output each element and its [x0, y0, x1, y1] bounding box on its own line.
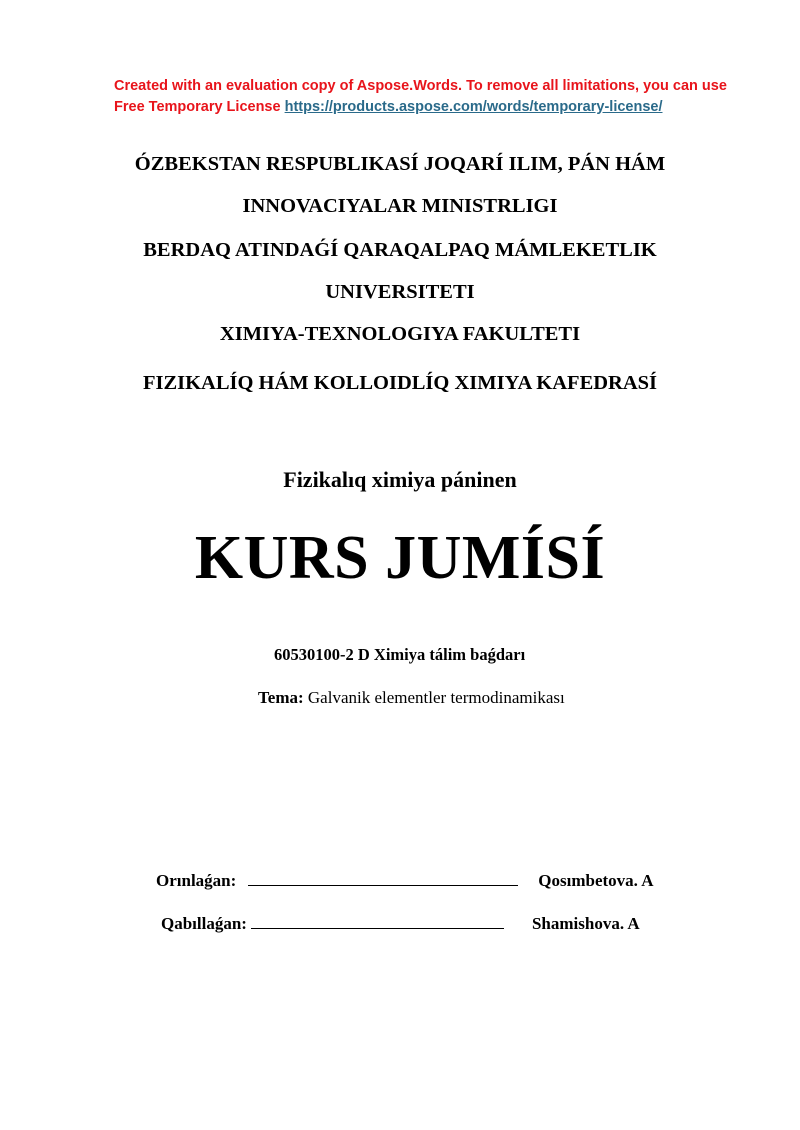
accepted-by-label: Qabıllaǵan: [161, 914, 247, 933]
accepted-signature-line [251, 911, 504, 929]
accepted-by-name: Shamishova. A [531, 914, 640, 933]
department-heading: FIZIKALÍQ HÁM KOLLOIDLÍQ XIMIYA KAFEDRASÍ [142, 372, 658, 394]
accepted-by-row [161, 911, 640, 936]
license-link[interactable]: https://products.aspose.com/words/temporary-license/ [284, 99, 663, 115]
university-heading: BERDAQ ATINDAǴÍ QARAQALPAQ MÁMLEKETLIK UNIVERSITETI [143, 239, 657, 303]
evaluation-watermark [114, 76, 740, 118]
topic-line [258, 686, 565, 710]
topic-value: Galvanik elementler termodinamikası [307, 688, 565, 707]
completed-signature-line [248, 868, 518, 886]
completed-by-label: Orınlaǵan: [156, 871, 237, 890]
completed-by-name: Qosımbetova. A [538, 871, 654, 890]
document-title: KURS JUMÍSÍ [194, 524, 606, 592]
topic-label: Tema: [258, 688, 304, 707]
study-direction: 60530100-2 D Ximiya tálim baǵdarı [274, 645, 526, 664]
completed-by-row [156, 868, 654, 893]
ministry-heading: ÓZBEKSTAN RESPUBLIKASÍ JOQARÍ ILIM, PÁN HÁM INNOVACIYALAR MINISTRLIGI [134, 153, 666, 217]
faculty-heading: XIMIYA-TEXNOLOGIYA FAKULTETI [219, 323, 581, 345]
watermark-notice: Created with an evaluation copy of Aspose.Words. To remove all limitations, you can use Free Temporary License [114, 78, 727, 115]
subject-line: Fizikalıq ximiya páninen [283, 467, 517, 492]
